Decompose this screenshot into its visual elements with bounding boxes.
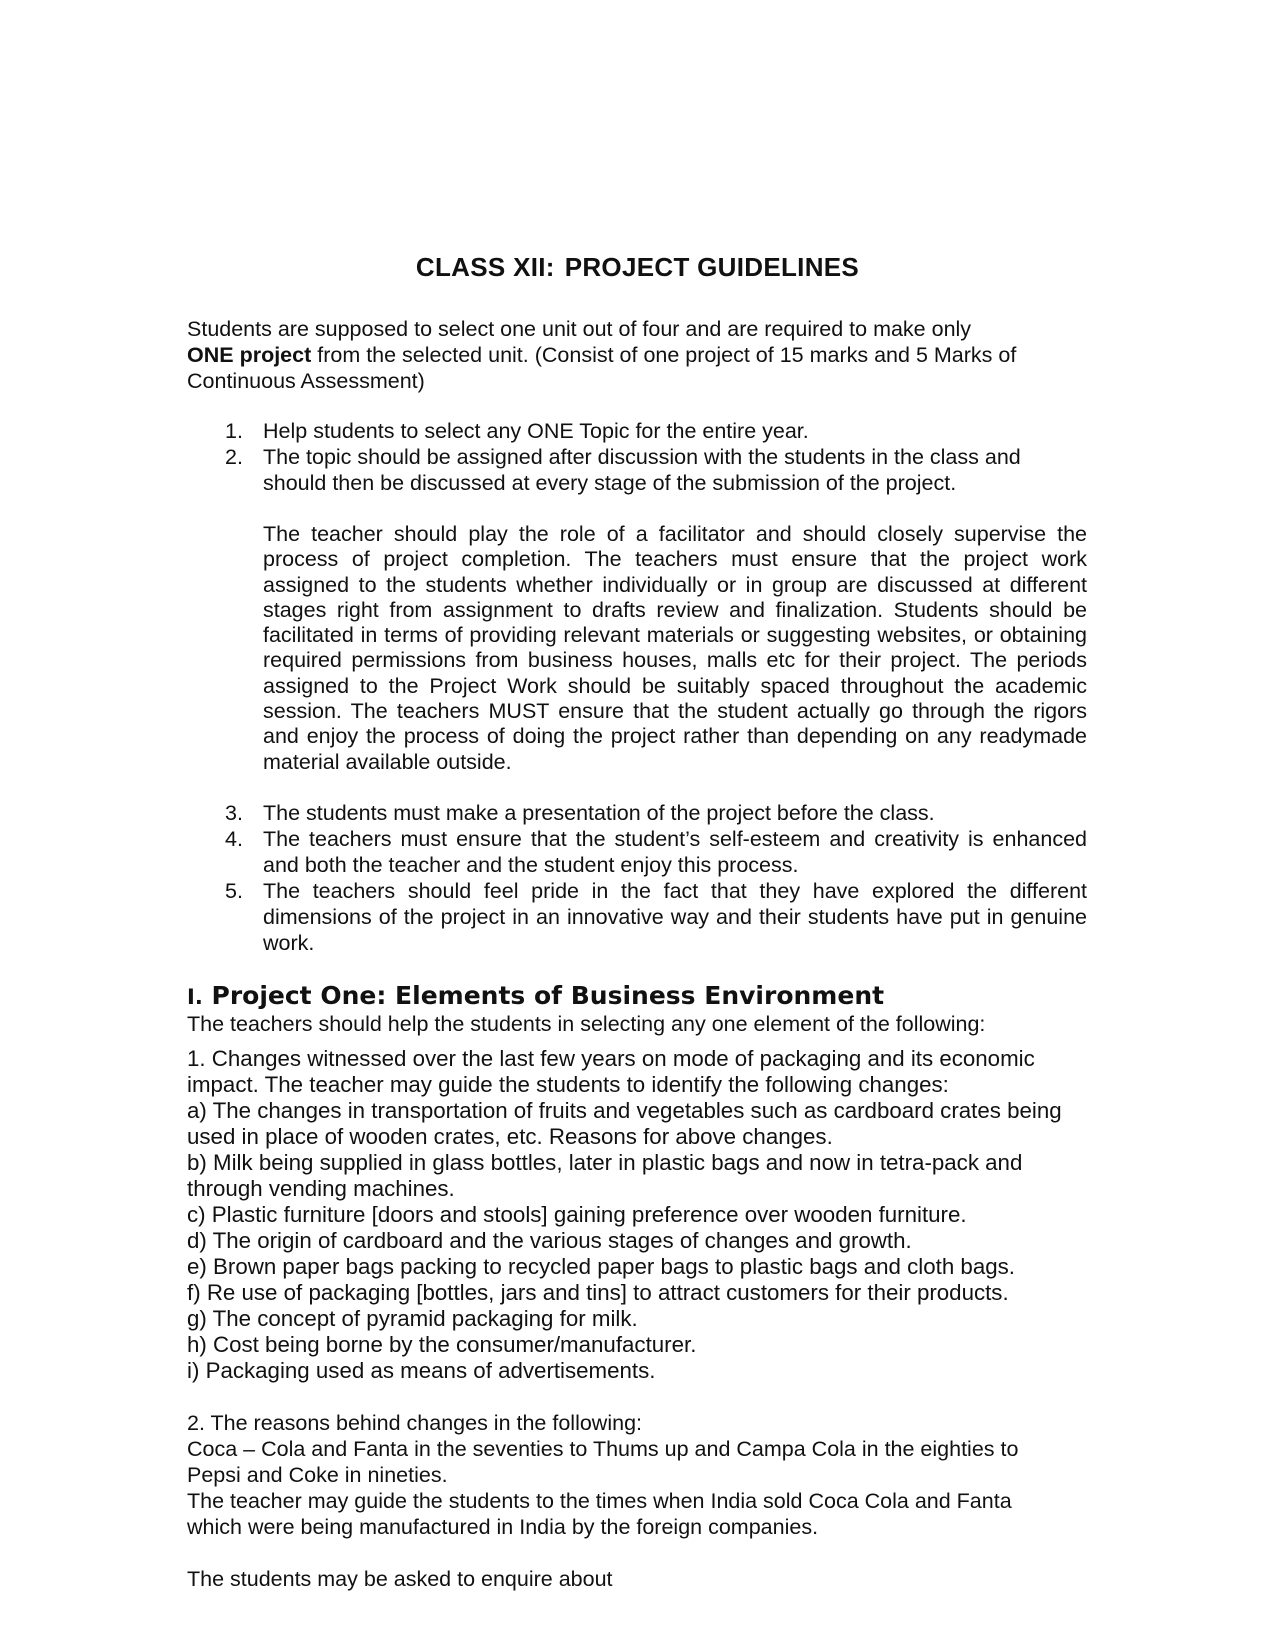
spacer — [187, 1384, 1087, 1410]
point-1-line-1: 1. Changes witnessed over the last few years on mode of packaging and its economic — [187, 1046, 1035, 1071]
guide-line-2: which were being manufactured in India by the foreign companies. — [187, 1515, 819, 1539]
list-item-number: 2. — [225, 445, 243, 469]
intro-paragraph — [187, 316, 1087, 394]
sub-item-g: g) The concept of pyramid packaging for milk. — [187, 1306, 638, 1331]
list-item-text: The teachers should feel pride in the fact that they have explored the different dimensions of the project in an innovative way and their students have put in genuine work. — [263, 879, 1087, 955]
list-item-text: The topic should be assigned after discussion with the students in the class and should then be discussed at every stage of the submission of the project. — [263, 445, 1021, 495]
point-1-line-2: impact. The teacher may guide the students to identify the following changes: — [187, 1072, 949, 1097]
page-title — [0, 252, 1275, 283]
project-one-body — [187, 1011, 1087, 1592]
list-item-number: 3. — [225, 801, 243, 825]
list-item — [187, 826, 1087, 878]
spacer — [187, 1540, 1087, 1566]
list-item-number: 5. — [225, 879, 243, 903]
list-item-text: The teachers must ensure that the student’s self-esteem and creativity is enhanced and both the teacher and the student enjoy this process. — [263, 827, 1087, 877]
enquire-line: The students may be asked to enquire about — [187, 1567, 613, 1591]
sub-item-h: h) Cost being borne by the consumer/manufacturer. — [187, 1332, 697, 1357]
sub-item-b-line-1: b) Milk being supplied in glass bottles, later in plastic bags and now in tetra-pack and — [187, 1150, 1023, 1175]
guidelines-list-continued — [187, 800, 1087, 956]
list-item — [187, 878, 1087, 956]
sub-item-a-line-2: used in place of wooden crates, etc. Reasons for above changes. — [187, 1124, 833, 1149]
list-item-number: 4. — [225, 827, 243, 851]
intro-line-2-rest: from the selected unit. (Consist of one project of 15 marks and 5 Marks of — [311, 343, 1017, 367]
cola-line-1: Coca – Cola and Fanta in the seventies to Thums up and Campa Cola in the eighties to — [187, 1437, 1019, 1461]
list-item — [187, 800, 1087, 826]
intro-bold-one-project: ONE project — [187, 343, 312, 367]
guide-line-1: The teacher may guide the students to the times when India sold Coca Cola and Fanta — [187, 1489, 1012, 1513]
intro-line-2 — [187, 342, 1087, 368]
section-roman-numeral: I. — [187, 985, 203, 1009]
sub-item-d: d) The origin of cardboard and the various stages of changes and growth. — [187, 1228, 912, 1253]
project-one-lead: The teachers should help the students in selecting any one element of the following: — [187, 1012, 986, 1036]
title-guidelines: PROJECT GUIDELINES — [564, 252, 860, 282]
sub-item-a-line-1: a) The changes in transportation of fruits and vegetables such as cardboard crates being — [187, 1098, 1062, 1123]
sub-item-i: i) Packaging used as means of advertisements. — [187, 1358, 656, 1383]
list-item — [187, 418, 1087, 444]
section-heading-project-one — [187, 981, 884, 1010]
cola-line-2: Pepsi and Coke in nineties. — [187, 1463, 448, 1487]
guidelines-list — [187, 418, 1087, 496]
intro-line-1: Students are supposed to select one unit out of four and are required to make only — [187, 317, 972, 341]
list-item-text: The students must make a presentation of the project before the class. — [263, 801, 935, 825]
list-item-number: 1. — [225, 419, 243, 443]
section-heading-text: Project One: Elements of Business Environment — [211, 981, 885, 1010]
sub-item-e: e) Brown paper bags packing to recycled paper bags to plastic bags and cloth bags. — [187, 1254, 1015, 1279]
list-item-text: Help students to select any ONE Topic for the entire year. — [263, 419, 809, 443]
list-item — [187, 444, 1087, 496]
title-class: CLASS XII: — [415, 252, 555, 282]
sub-item-b-line-2: through vending machines. — [187, 1176, 455, 1201]
sub-item-c: c) Plastic furniture [doors and stools] gaining preference over wooden furniture. — [187, 1202, 967, 1227]
sub-item-f: f) Re use of packaging [bottles, jars and tins] to attract customers for their products. — [187, 1280, 1009, 1305]
intro-line-3: Continuous Assessment) — [187, 369, 425, 393]
facilitator-paragraph: The teacher should play the role of a facilitator and should closely supervise the process of project completion. The teachers must ensure that the project work assigned to the students whether individually or in group are discussed at different stages right from assignment to drafts review and finalization. Students should be facilitated in terms of providing relevant materials or suggesting websites, or obtaining required permissions from business houses, malls etc for their project. The periods assigned to the Project Work should be suitably spaced throughout the academic session. The teachers MUST ensure that the student actually go through the rigors and enjoy the process of doing the project rather than depending on any readymade material available outside. — [263, 522, 1087, 774]
point-2: 2. The reasons behind changes in the following: — [187, 1411, 642, 1435]
